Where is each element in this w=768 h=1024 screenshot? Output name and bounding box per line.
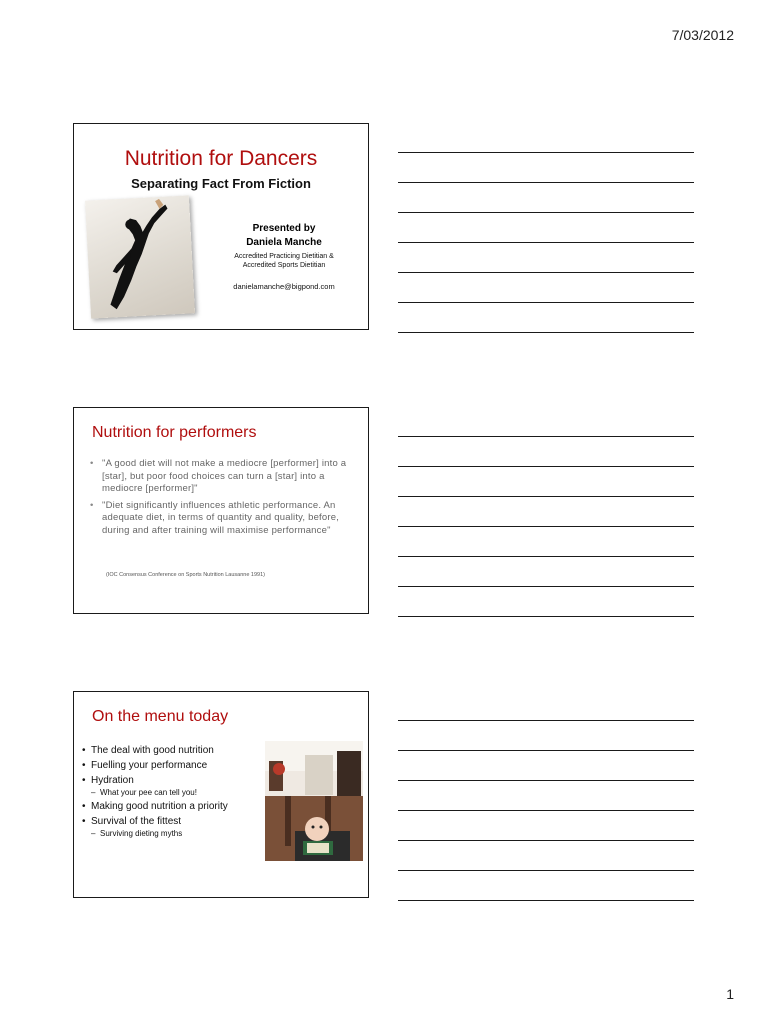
note-line [398,840,694,841]
note-line [398,720,694,721]
note-line [398,810,694,811]
list-item [90,500,360,538]
item-text: Making good nutrition a priority [91,801,228,812]
item-text: Surviving dieting myths [100,829,183,838]
item-text: What your pee can tell you! [100,788,197,797]
list-item [82,744,267,757]
note-line [398,466,694,467]
list-item [82,774,267,787]
note-line [398,556,694,557]
credentials [204,252,364,270]
presenter-block [204,222,364,250]
bullet-icon: • [82,745,86,756]
note-line [398,302,694,303]
page-number: 1 [726,986,734,1002]
bullet-icon: • [82,775,86,786]
note-line [398,436,694,437]
presented-by-label: Presented by [252,223,316,234]
slide-title: On the menu today [92,708,229,725]
slide-2 [73,407,369,614]
quote-list [90,458,360,541]
bullet-icon: • [90,458,94,469]
list-item [82,800,267,813]
list-item [90,458,360,496]
note-line [398,780,694,781]
note-line [398,900,694,901]
citation: (IOC Consensus Conference on Sports Nutrition Lausanne 1991) [106,572,265,578]
dash-icon: – [91,829,96,838]
note-line [398,152,694,153]
item-text: Fuelling your performance [91,760,208,771]
baby-reading-photo [265,741,363,861]
note-line [398,750,694,751]
note-line [398,182,694,183]
quote-text: "Diet significantly influences athletic performance. An adequate diet, in terms of quantity and quality, before, during and after training will maximise performance" [102,499,340,536]
slide-title: Nutrition for Dancers [124,147,318,170]
credentials-line-2: Accredited Sports Dietitian [242,262,326,269]
note-line [398,526,694,527]
quote-text: "A good diet will not make a mediocre [performer] into a [star], but poor food choices can turn a [star] into a mediocre [performer]" [102,458,347,494]
note-line [398,272,694,273]
item-text: Hydration [91,775,134,786]
note-line [398,586,694,587]
dancer-photo [85,195,195,318]
header-date: 7/03/2012 [671,27,734,43]
bullet-icon: • [82,816,86,827]
credentials-line-1: Accredited Practicing Dietitian & [234,253,334,260]
agenda-list [82,742,267,839]
dash-icon: – [91,788,96,797]
bullet-icon: • [82,801,86,812]
note-line [398,332,694,333]
slide-title: Nutrition for performers [92,424,257,441]
slide-3 [73,691,369,898]
item-text: Survival of the fittest [91,816,182,827]
presenter-email: danielamanche@bigpond.com [233,282,335,291]
note-line [398,242,694,243]
list-subitem [82,787,267,798]
note-line [398,616,694,617]
slide-1 [73,123,369,330]
note-line [398,212,694,213]
item-text: The deal with good nutrition [91,745,214,756]
presenter-name: Daniela Manche [246,237,322,248]
slide-subtitle: Separating Fact From Fiction [131,176,311,191]
list-subitem [82,828,267,839]
list-item [82,759,267,772]
bullet-icon: • [82,760,86,771]
bullet-icon: • [90,499,94,511]
note-line [398,496,694,497]
note-line [398,870,694,871]
list-item [82,815,267,828]
